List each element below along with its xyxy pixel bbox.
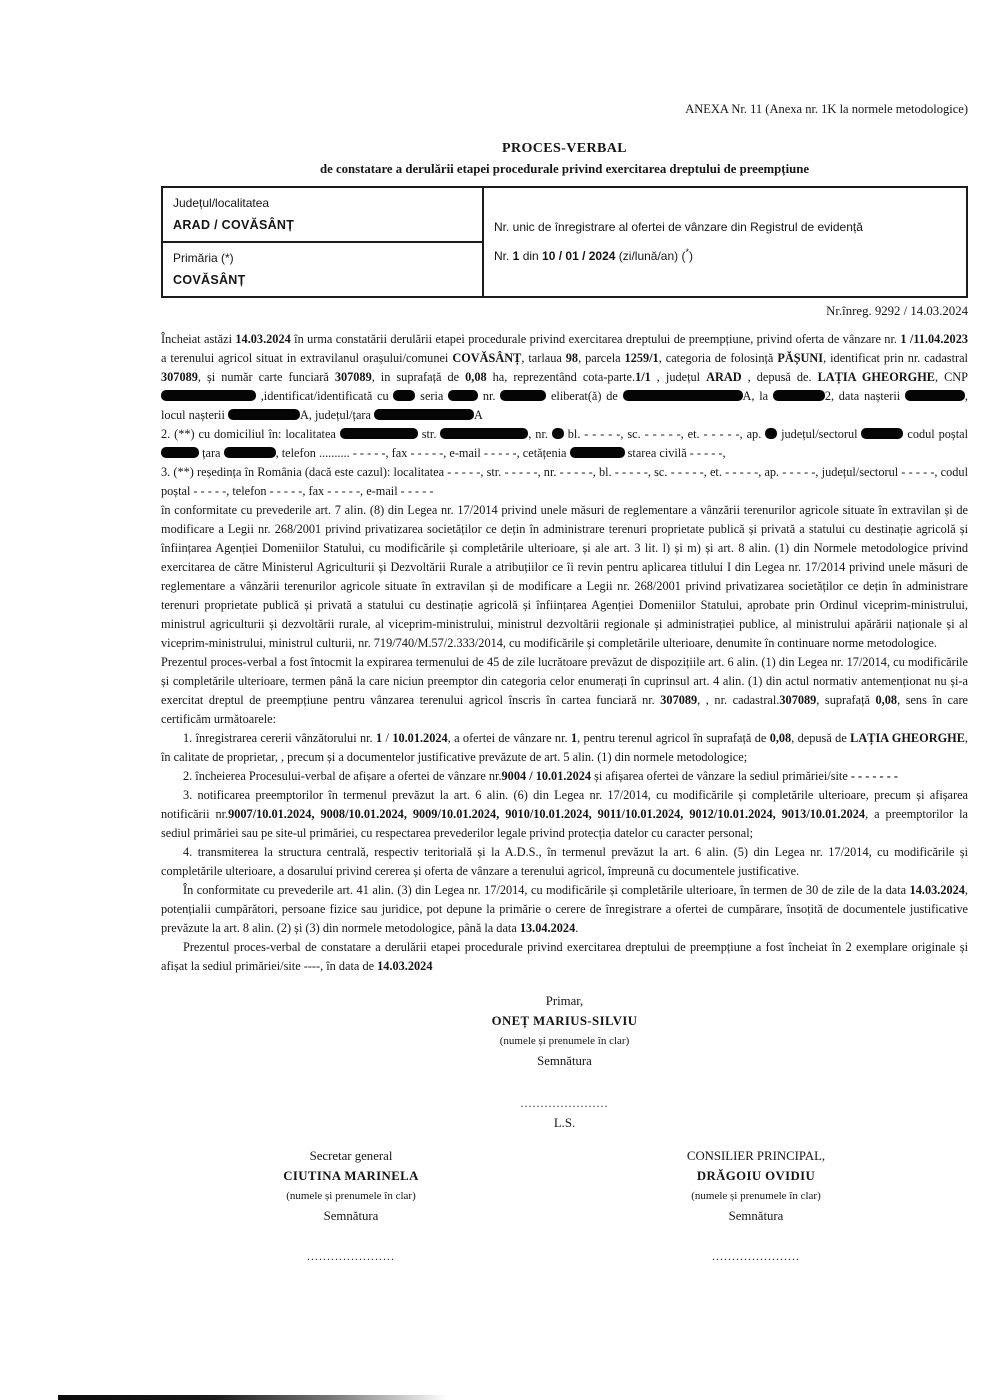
counselor-signature-label: Semnătura bbox=[728, 1209, 784, 1223]
header-table bbox=[161, 186, 968, 298]
county-value: ARAD / COVĂSÂNȚ bbox=[173, 218, 295, 232]
mayor-name-note: (numele și prenumele în clar) bbox=[499, 1035, 630, 1047]
redaction-bar bbox=[161, 390, 256, 401]
counselor-signature-dots: ...................... bbox=[712, 1249, 800, 1263]
redaction-bar bbox=[340, 428, 418, 439]
mayor-signature-dots: ...................... bbox=[520, 1096, 609, 1110]
anexa-note: ANEXA Nr. 11 (Anexa nr. 1K la normele metodologice) bbox=[685, 102, 968, 116]
redaction-bar bbox=[224, 447, 276, 458]
counselor-role: CONSILIER PRINCIPAL, bbox=[686, 1149, 826, 1163]
counselor-name-note: (numele și prenumele în clar) bbox=[691, 1190, 821, 1202]
registry-number: Nr.înreg. 9292 / 14.03.2024 bbox=[826, 304, 968, 318]
body-paragraph: 2. încheierea Procesului-verbal de afișare a ofertei de vânzare nr.9004 / 10.01.2024 și afișarea ofertei de vânzare la sediul primăriei/site - - - - - - - bbox=[183, 769, 898, 783]
redaction-bar bbox=[765, 428, 777, 439]
body-paragraph: 1. înregistrarea cererii vânzătorului nr. 1 / 10.01.2024, a ofertei de vânzare nr. 1, pentru terenul agricol în suprafață de 0,08, depusă de LAȚIA GHEORGHE, în calitate de proprietar, , precum și a documentelor justificative prevăzute de art. 5 alin. (1) din normele metodologice; bbox=[161, 731, 968, 764]
secretary-signature-label: Semnătura bbox=[323, 1209, 379, 1223]
redaction-bar bbox=[773, 390, 825, 401]
ls-stamp-label: L.S. bbox=[553, 1116, 576, 1130]
redaction-bar bbox=[374, 409, 474, 420]
body-paragraph: Prezentul proces-verbal de constatare a derulării etapei procedurale privind exercitarea dreptului de preempțiune a fost încheiat în 2 exemplare originale și afișat la sediul primăriei/site ----, în data de 14.03.2024 bbox=[161, 940, 968, 973]
county-cell bbox=[163, 188, 482, 243]
body-paragraph: Prezentul proces-verbal a fost întocmit la expirarea termenului de 45 de zile lucrătoare prevăzut de dispozițiile art. 6 alin. (1) din Legea nr. 17/2014, cu modificările și completările ulterioare, termen până la care niciun preemptor din categoria celor enumerați în cuprinsul art. 4 alin. (1) din actul normativ antemenționat nu și-a exercitat dreptul de preempțiune pentru vânzarea terenului agricol înscris în cartea funciară nr. 307089, , nr. cadastral.307089, suprafață 0,08, sens în care certificăm următoarele: bbox=[161, 655, 969, 726]
header-table-left-column bbox=[163, 188, 484, 296]
redaction-bar bbox=[448, 390, 478, 401]
body-paragraph: Încheiat astăzi 14.03.2024 în urma constatării derulării etapei procedurale privind exercitarea dreptului de preempțiune, privind oferta de vânzare nr. 1 /11.04.2023 a terenului agricol situat in extravilanul orașului/comunei COVĂSÂNȚ, tarlaua 98, parcela 1259/1, categoria de folosință PĂȘUNI, identificat prin nr. cadastral 307089, și număr carte funciară 307089, in suprafață de 0,08 ha, reprezentând cota-parte.1/1 , județul ARAD , depusă de. LAȚIA GHEORGHE, CNP ,identificat/identificată cu seria nr. eliberat(ă) de A, la 2, data nașterii , locul nașterii A, județul/țara A bbox=[161, 332, 968, 422]
body-paragraph: în conformitate cu prevederile art. 7 alin. (8) din Legea nr. 17/2014 privind unele măsuri de reglementare a vânzării terenurilor agricole situate în extravilan și de modificare a Legii nr. 268/2001 privind privatizarea societăților ce dețin în administrare terenuri proprietate publică și privată a statului cu destinație agricolă și înființarea Agenției Domeniilor Statului, cu modificările și completările ulterioare, și ale art. 3 lit. l) și m) și art. 8 alin. (1) din Normele metodologice privind exercitarea de către Ministerul Agriculturii și Dezvoltării Rurale a atribuțiilor ce îi revin pentru aplicarea titlului I din Legea nr. 17/2014 privind unele măsuri de reglementare a vânzării terenurilor agricole situate în extravilan și de modificare a Legii nr. 268/2001 privind privatizarea societăților ce dețin în administrare terenuri proprietate publică și privată a statului cu destinație agricolă și înființarea Agenției Domeniilor Statului, aprobate prin Ordinul viceprim-ministrului, ministrul agriculturii și dezvoltării rurale, al viceprim-ministrului, ministrul dezvoltării regionale și administrației publice, al ministrului apărării naționale și al viceprim-ministrului, ministrul culturii, nr. 719/740/M.57/2.333/2014, cu modificările și completările ulterioare, denumite în continuare norme metodologice. bbox=[161, 503, 968, 650]
secretary-role: Secretar general bbox=[309, 1149, 393, 1163]
redaction-bar bbox=[623, 390, 743, 401]
redaction-bar bbox=[905, 390, 965, 401]
mayor-signature-block bbox=[161, 991, 968, 1133]
cityhall-label: Primăria (*) bbox=[173, 251, 234, 265]
registration-value: Nr. 1 din 10 / 01 / 2024 (zi/lună/an) (*) bbox=[494, 247, 693, 263]
counselor-signature-block bbox=[544, 1146, 968, 1266]
document-subtitle: de constatare a derulării etapei procedurale privind exercitarea dreptului de preempțiune bbox=[319, 162, 810, 176]
redaction-bar bbox=[861, 428, 903, 439]
mayor-signature-label: Semnătura bbox=[537, 1054, 592, 1068]
registration-cell bbox=[484, 188, 966, 296]
secretary-signature-block bbox=[161, 1146, 541, 1266]
redaction-bar bbox=[228, 409, 300, 420]
redaction-bar bbox=[570, 447, 625, 458]
mayor-name: ONEȚ MARIUS-SILVIU bbox=[491, 1014, 638, 1028]
mayor-role: Primar, bbox=[545, 994, 584, 1008]
secretary-name-note: (numele și prenumele în clar) bbox=[286, 1190, 416, 1202]
document-body bbox=[161, 330, 968, 976]
redaction-bar bbox=[393, 390, 415, 401]
redaction-bar bbox=[552, 428, 564, 439]
secondary-signatures-row bbox=[161, 1146, 968, 1266]
redaction-bar bbox=[500, 390, 546, 401]
scan-edge-artifact bbox=[58, 1395, 448, 1400]
body-paragraph: 2. (**) cu domiciliul în: localitatea str. , nr. bl. - - - - -, sc. - - - - -, et. - - - - -, ap. județul/sectorul codul poștal țara , telefon .......... - - - - -, fax - - - - -, e-mail - - - - -, cetățenia starea civilă - - - - -, bbox=[161, 427, 968, 460]
body-paragraph: 3. notificarea preemptorilor în termenul prevăzut la art. 6 alin. (6) din Legea nr. 17/2014, cu modificările și completările ulterioare, precum și afișarea notificării nr.9007/10.01.2024, 9008/10.01.2024, 9009/10.01.2024, 9010/10.01.2024, 9011/10.01.2024, 9012/10.01.2024, 9013/10.01.2024, a preemptorilor la sediul primăriei sau pe site-ul primăriei, cu respectarea prevederilor legale privind protecția datelor cu caracter personal; bbox=[161, 788, 968, 840]
redaction-bar bbox=[161, 447, 199, 458]
body-paragraph: 3. (**) reședința în România (dacă este cazul): localitatea - - - - -, str. - - - - -, nr. - - - - -, bl. - - - - -, sc. - - - - -, et. - - - - -, ap. - - - - -, județul/sectorul - - - - -, codul poștal - - - - -, telefon - - - - -, fax - - - - -, e-mail - - - - - bbox=[161, 465, 968, 498]
registration-label: Nr. unic de înregistrare al ofertei de vânzare din Registrul de evidență bbox=[494, 220, 863, 234]
body-paragraph: 4. transmiterea la structura centrală, respectiv teritorială și la A.D.S., în termenul prevăzut la art. 6 alin. (5) din Legea nr. 17/2014, cu modificările și completările ulterioare, a dosarului privind cererea și oferta de vânzare a terenului agricol, împreună cu documentele justificative. bbox=[161, 845, 968, 878]
cityhall-value: COVĂSÂNȚ bbox=[173, 273, 246, 287]
body-paragraph: În conformitate cu prevederile art. 41 alin. (3) din Legea nr. 17/2014, cu modificările și completările ulterioare, în termen de 30 de zile de la data 14.03.2024, potențialii cumpărători, persoane fizice sau juridice, pot depune la primărie o cerere de înregistrare a ofertei de cumpărare, însoțită de documentele justificative prevăzute la art. 8 alin. (2) și (3) din normele metodologice, până la data 13.04.2024. bbox=[161, 883, 968, 935]
secretary-name: CIUTINA MARINELA bbox=[283, 1169, 419, 1183]
secretary-signature-dots: ...................... bbox=[307, 1249, 395, 1263]
cityhall-cell bbox=[163, 243, 482, 296]
document-title: PROCES-VERBAL bbox=[502, 141, 627, 156]
redaction-bar bbox=[440, 428, 528, 439]
counselor-name: DRĂGOIU OVIDIU bbox=[696, 1169, 816, 1183]
county-label: Județul/localitatea bbox=[173, 196, 270, 210]
